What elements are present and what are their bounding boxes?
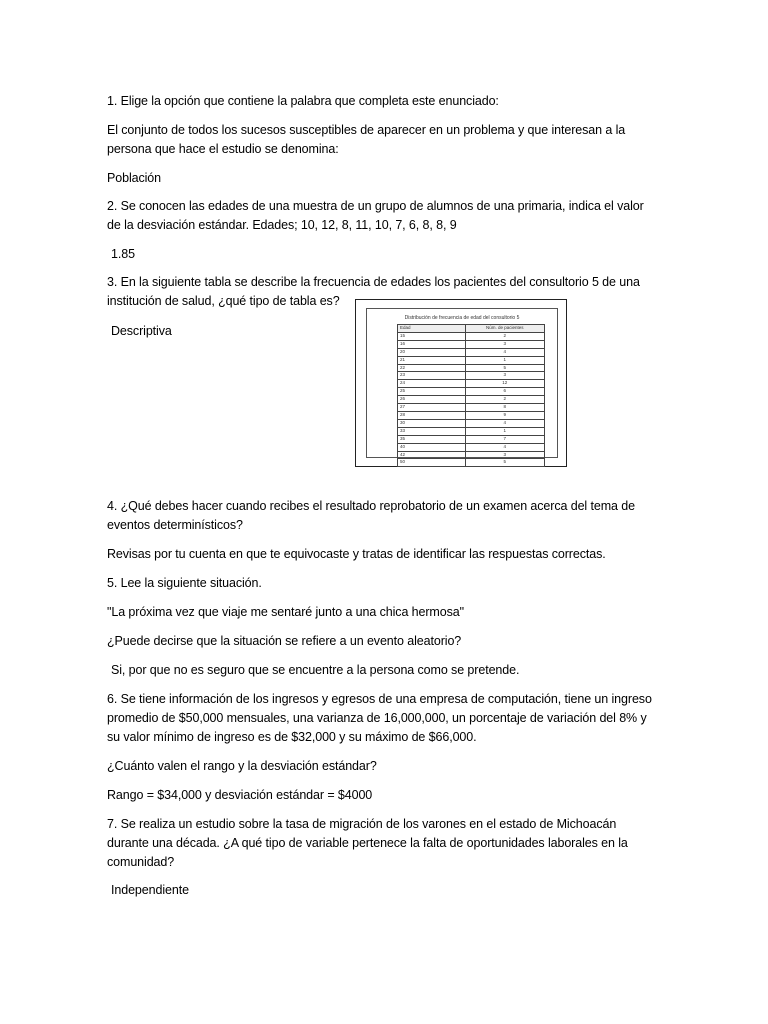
count-cell: 5 bbox=[465, 364, 544, 372]
answer-text: Rango = $34,000 y desviación estándar = $4000 bbox=[107, 788, 373, 802]
answer-text: 1.85 bbox=[111, 247, 135, 261]
frequency-table-body bbox=[398, 332, 545, 466]
table-row bbox=[398, 356, 545, 364]
table-row bbox=[398, 443, 545, 451]
text-line: durante una década. ¿A qué tipo de variable pertenece la falta de oportunidades laborales en la bbox=[107, 836, 628, 850]
age-cell: 42 bbox=[398, 451, 466, 459]
count-cell: 1 bbox=[465, 356, 544, 364]
age-cell: 22 bbox=[398, 364, 466, 372]
age-cell: 15 bbox=[398, 332, 466, 340]
text-line: 1. Elige la opción que contiene la palabra que completa este enunciado: bbox=[107, 94, 499, 108]
text-line: El conjunto de todos los sucesos susceptibles de aparecer en un problema y que interesan a la bbox=[107, 123, 626, 137]
table-row bbox=[398, 435, 545, 443]
count-cell: 3 bbox=[465, 451, 544, 459]
count-cell: 9 bbox=[465, 411, 544, 419]
table-row bbox=[398, 396, 545, 404]
frequency-table-title: Distribución de frecuencia de edad del consultorio 5 bbox=[404, 315, 520, 321]
count-cell: 1 bbox=[465, 427, 544, 435]
table-row bbox=[398, 419, 545, 427]
count-cell: 8 bbox=[465, 404, 544, 412]
text-line: eventos determinísticos? bbox=[107, 518, 243, 532]
table-row bbox=[398, 364, 545, 372]
age-cell: 35 bbox=[398, 435, 466, 443]
table-row bbox=[398, 372, 545, 380]
column-header-count: Núm. de pacientes bbox=[465, 325, 544, 333]
count-cell: 4 bbox=[465, 348, 544, 356]
text-line: 2. Se conocen las edades de una muestra de un grupo de alumnos de una primaria, indica el valor bbox=[107, 199, 644, 213]
table-row bbox=[398, 459, 545, 467]
answer-text: Descriptiva bbox=[111, 324, 172, 338]
count-cell: 7 bbox=[465, 435, 544, 443]
text-line: su valor mínimo de ingreso es de $32,000 y su máximo de $66,000. bbox=[107, 730, 477, 744]
table-row bbox=[398, 404, 545, 412]
frequency-table-image bbox=[355, 299, 567, 467]
age-cell: 33 bbox=[398, 427, 466, 435]
table-row bbox=[398, 380, 545, 388]
age-cell: 40 bbox=[398, 443, 466, 451]
frequency-table-frame bbox=[366, 308, 558, 465]
age-cell: 30 bbox=[398, 419, 466, 427]
count-cell: 4 bbox=[465, 419, 544, 427]
answer-text: Independiente bbox=[111, 883, 189, 897]
age-cell: 20 bbox=[398, 348, 466, 356]
text-line: promedio de $50,000 mensuales, una varianza de 16,000,000, un porcentaje de variación del 8% y bbox=[107, 711, 647, 725]
text-line: 4. ¿Qué debes hacer cuando recibes el resultado reprobatorio de un examen acerca del tema de bbox=[107, 499, 635, 513]
table-row bbox=[398, 411, 545, 419]
age-cell: 16 bbox=[398, 340, 466, 348]
table-row bbox=[398, 340, 545, 348]
answer-text: Si, por que no es seguro que se encuentre a la persona como se pretende. bbox=[111, 663, 520, 677]
text-line: 6. Se tiene información de los ingresos y egresos de una empresa de computación, tiene un ingreso bbox=[107, 692, 652, 706]
frequency-table bbox=[397, 324, 545, 467]
column-header-age: Edad bbox=[398, 325, 466, 333]
age-cell: 25 bbox=[398, 388, 466, 396]
text-line: ¿Cuánto valen el rango y la desviación estándar? bbox=[107, 759, 377, 773]
text-line: de la desviación estándar. Edades; 10, 12, 8, 11, 10, 7, 6, 8, 8, 9 bbox=[107, 218, 457, 232]
table-row bbox=[398, 451, 545, 459]
answer-text: Revisas por tu cuenta en que te equivocaste y tratas de identificar las respuestas correctas. bbox=[107, 547, 606, 561]
text-line: ¿Puede decirse que la situación se refiere a un evento aleatorio? bbox=[107, 634, 462, 648]
age-cell: 23 bbox=[398, 372, 466, 380]
age-cell: 28 bbox=[398, 411, 466, 419]
count-cell: 2 bbox=[465, 332, 544, 340]
count-cell: 3 bbox=[465, 372, 544, 380]
count-cell: 6 bbox=[465, 388, 544, 396]
count-cell: 2 bbox=[465, 396, 544, 404]
age-cell: 50 bbox=[398, 459, 466, 467]
text-line: institución de salud, ¿qué tipo de tabla es? bbox=[107, 294, 340, 308]
text-line: persona que hace el estudio se denomina: bbox=[107, 142, 339, 156]
answer-text: Población bbox=[107, 171, 162, 185]
text-line: 3. En la siguiente tabla se describe la frecuencia de edades los pacientes del consultorio 5 de una bbox=[107, 275, 640, 289]
table-row bbox=[398, 427, 545, 435]
count-cell: 3 bbox=[465, 340, 544, 348]
count-cell: 5 bbox=[465, 459, 544, 467]
table-header-row bbox=[398, 325, 545, 333]
text-line: 5. Lee la siguiente situación. bbox=[107, 576, 262, 590]
text-line: 7. Se realiza un estudio sobre la tasa de migración de los varones en el estado de Michoacán bbox=[107, 817, 617, 831]
age-cell: 26 bbox=[398, 396, 466, 404]
age-cell: 24 bbox=[398, 380, 466, 388]
count-cell: 4 bbox=[465, 443, 544, 451]
count-cell: 12 bbox=[465, 380, 544, 388]
table-row bbox=[398, 348, 545, 356]
age-cell: 27 bbox=[398, 404, 466, 412]
table-row bbox=[398, 332, 545, 340]
text-line: comunidad? bbox=[107, 855, 175, 869]
text-line: "La próxima vez que viaje me sentaré junto a una chica hermosa" bbox=[107, 605, 464, 619]
table-row bbox=[398, 388, 545, 396]
age-cell: 21 bbox=[398, 356, 466, 364]
